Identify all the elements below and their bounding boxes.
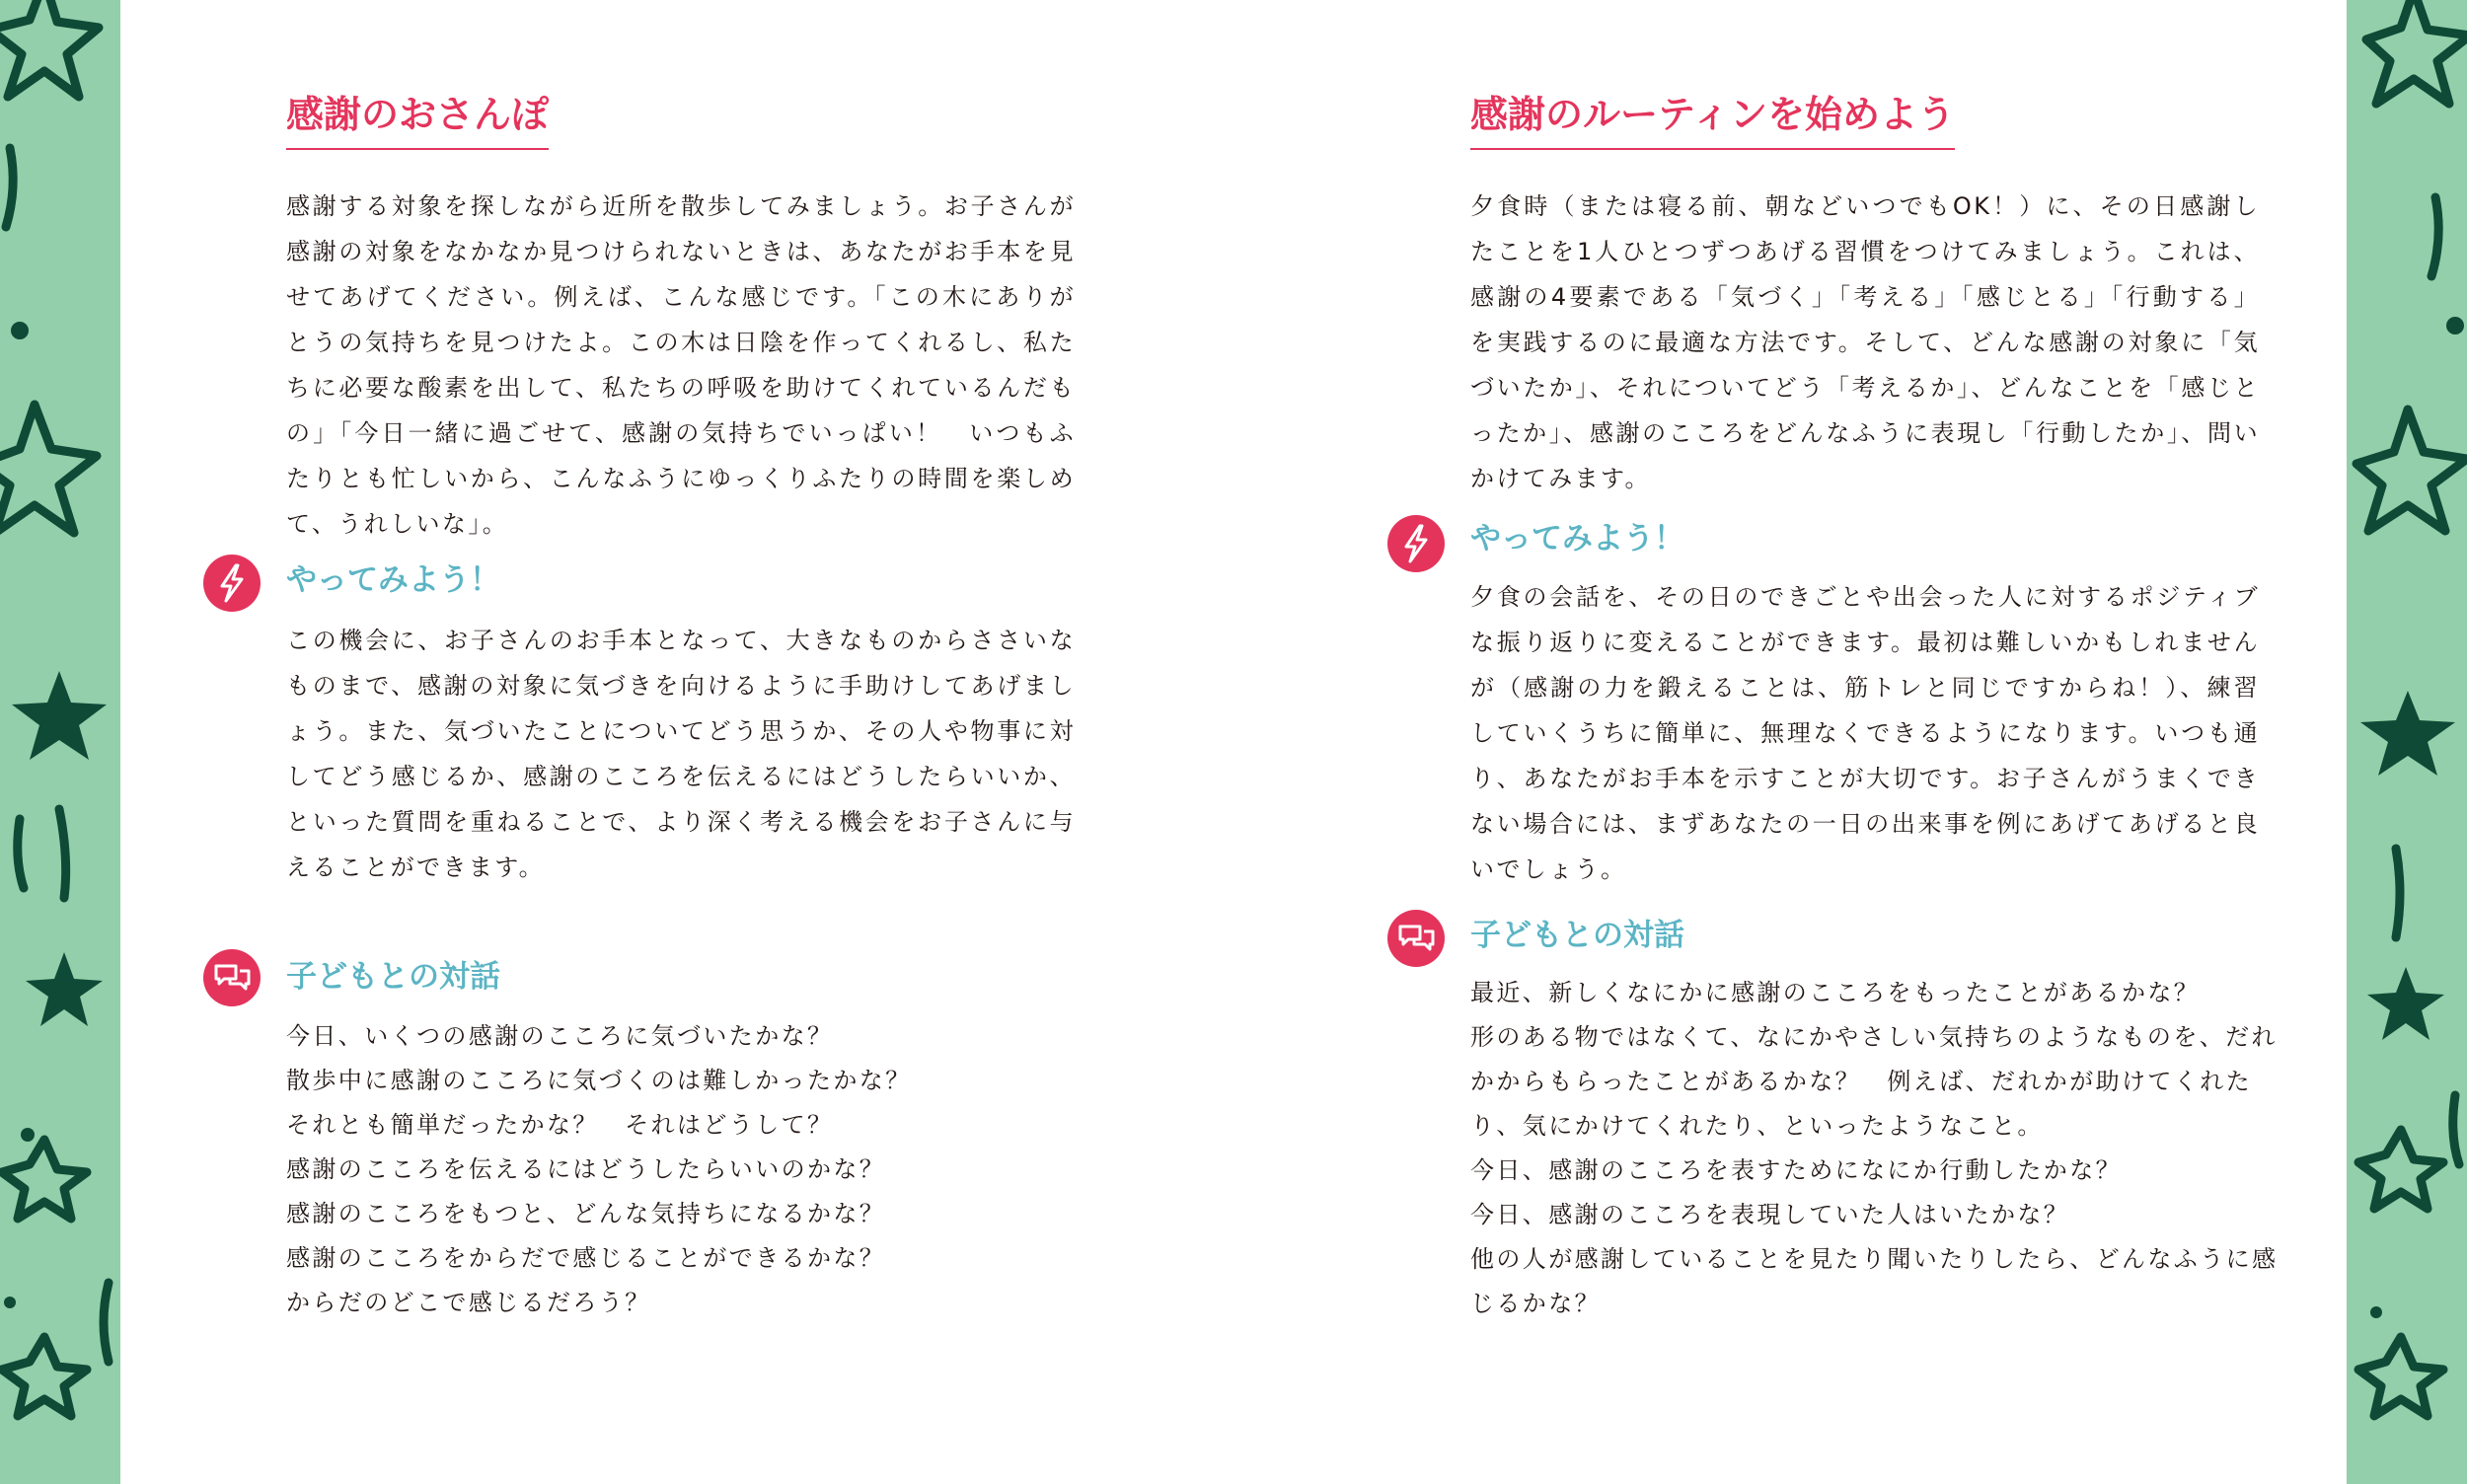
lightning-badge: [1387, 515, 1445, 572]
dialogue-question: 最近、新しくなにかに感謝のこころをもったことがあるかな？: [1470, 979, 2201, 1006]
dialogue-heading: 子どもとの対話: [1470, 918, 1684, 953]
dialogue-question: 散歩中に感謝のこころに気づくのは難しかったかな？: [286, 1067, 912, 1094]
dialogue-question: 今日、いくつの感謝のこころに気づいたかな？: [286, 1022, 834, 1050]
dialogue-badge: [203, 949, 261, 1006]
left-star-border: [0, 0, 120, 1484]
intro-paragraph: [286, 184, 1076, 547]
star-doodle-pattern-icon: [2347, 0, 2467, 1484]
lightning-badge: [203, 555, 261, 612]
dialogue-question: 今日、感謝のこころを表現していた人はいたかな？: [1470, 1201, 2070, 1228]
try-heading: やってみよう！: [1470, 521, 1684, 556]
try-paragraph: [1470, 574, 2260, 892]
intro-text: 夕食時（または寝る前、朝などいつでもOK！）に、その日感謝したことを1人ひとつずつあげる習慣をつけてみましょう。これは、感謝の4要素である「気づく」「考える」「感じとる」「行動する」を実践するのに最適な方法です。そして、どんな感謝の対象に「気づいたか」、それについてどう「考えるか」、どんなことを「感じとったか」、感謝のこころをどんなふうに表現し「行動したか」、問いかけてみます。: [1470, 192, 2260, 492]
lightning-bolt-icon: [1387, 515, 1445, 572]
speech-bubbles-icon: [1387, 910, 1445, 967]
speech-bubbles-icon: [203, 949, 261, 1006]
dialogue-list: [1470, 971, 2280, 1326]
try-paragraph: [286, 618, 1076, 890]
page-title: 感謝のおさんぽ: [286, 93, 549, 150]
dialogue-question: 他の人が感謝していることを見たり聞いたりしたら、どんなふうに感じるかな？: [1470, 1245, 2279, 1317]
right-star-border: [2347, 0, 2467, 1484]
try-text: 夕食の会話を、その日のできごとや出会った人に対するポジティブな振り返りに変えることができます。最初は難しいかもしれませんが（感謝の力を鍛えることは、筋トレと同じですからね！）、練習していくうちに簡単に、無理なくできるようになります。いつも通り、あなたがお手本を示すことが大切です。お子さんがうまくできない場合には、まずあなたの一日の出来事を例にあげてあげると良いでしょう。: [1470, 583, 2260, 883]
dialogue-question: 今日、感謝のこころを表すためになにか行動したかな？: [1470, 1156, 2122, 1184]
lightning-bolt-icon: [203, 555, 261, 612]
left-page: [120, 0, 1196, 1484]
dialogue-question: 感謝のこころをからだで感じることができるかな？: [286, 1244, 886, 1272]
try-text: この機会に、お子さんのお手本となって、大きなものからささいなものまで、感謝の対象に気づきを向けるように手助けしてあげましょう。また、気づいたことについてどう思うか、その人や物事に対してどう感じるか、感謝のこころを伝えるにはどうしたらいいか、といった質問を重ねることで、より深く考える機会をお子さんに与えることができます。: [286, 627, 1076, 881]
dialogue-question: 形のある物ではなくて、なにかやさしい気持ちのようなものを、だれかからもらったことがあるかな？ 例えば、だれかが助けてくれたり、気にかけてくれたり、といったようなこと。: [1470, 1023, 2278, 1140]
dialogue-question: 感謝のこころを伝えるにはどうしたらいいのかな？: [286, 1155, 886, 1183]
star-doodle-pattern-icon: [0, 0, 120, 1484]
intro-paragraph: [1470, 184, 2260, 501]
dialogue-list: [286, 1014, 1095, 1325]
dialogue-question: それとも簡単だったかな？ それはどうして？: [286, 1111, 834, 1139]
dialogue-question: からだのどこで感じるだろう？: [286, 1289, 651, 1316]
dialogue-question: 感謝のこころをもつと、どんな気持ちになるかな？: [286, 1200, 886, 1227]
page-title: 感謝のルーティンを始めよう: [1470, 93, 1955, 150]
right-page: [1273, 0, 2349, 1484]
try-heading: やってみよう！: [286, 562, 500, 598]
dialogue-heading: 子どもとの対話: [286, 959, 500, 995]
intro-text: 感謝する対象を探しながら近所を散歩してみましょう。お子さんが感謝の対象をなかなか見つけられないときは、あなたがお手本を見せてあげてください。例えば、こんな感じです。「この木にありがとうの気持ちを見つけたよ。この木は日陰を作ってくれるし、私たちに必要な酸素を出して、私たちの呼吸を助けてくれているんだもの」「今日一緒に過ごせて、感謝の気持ちでいっぱい！ いつもふたりとも忙しいから、こんなふうにゆっくりふたりの時間を楽しめて、うれしいな」。: [286, 192, 1076, 538]
dialogue-badge: [1387, 910, 1445, 967]
